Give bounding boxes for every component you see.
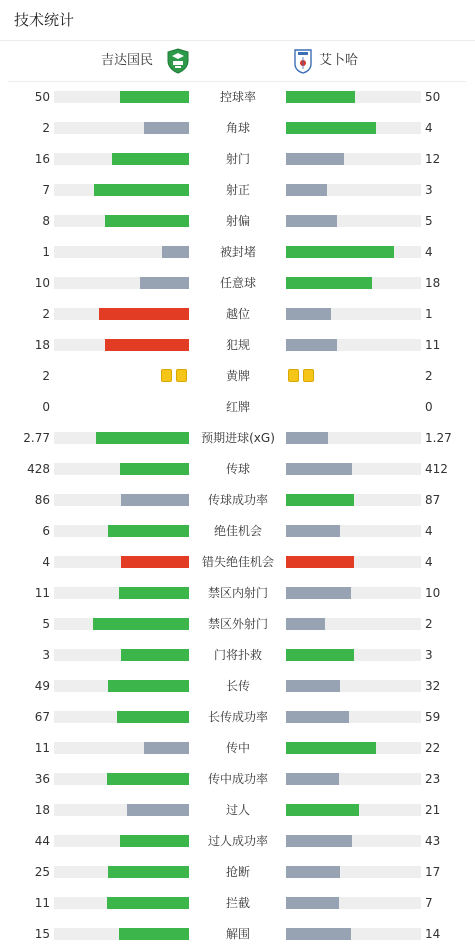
stat-row [0,918,475,949]
away-stat-bar-fill [286,246,394,258]
home-stat-value: 49 [34,679,50,693]
away-stat-bar-fill [286,153,344,165]
away-stat-value: 21 [425,803,441,817]
home-stat-bar-fill [121,494,189,506]
stat-label: 过人成功率 [207,834,268,848]
home-stat-bar [54,339,189,351]
stat-label: 犯规 [225,338,250,352]
away-stat-bar-fill [286,339,337,351]
home-team-crest-icon[interactable] [166,48,190,74]
yellow-card-icon [161,369,172,382]
away-stat-value: 4 [425,555,433,569]
away-stat-bar [286,928,421,940]
home-cards [159,369,189,382]
home-stat-bar [54,897,189,909]
home-stat-value: 50 [34,90,50,104]
stat-row [0,856,475,887]
stat-label: 预期进球(xG) [201,431,275,445]
home-stat-bar [54,866,189,878]
away-stat-bar [286,866,421,878]
stat-label: 传球 [225,462,250,476]
stat-label: 抢断 [225,865,250,879]
home-stat-bar [54,91,189,103]
away-stat-value: 4 [425,121,433,135]
home-stat-value: 2 [42,307,50,321]
away-stat-value: 1.27 [425,431,452,445]
stats-header [0,0,475,41]
away-team-crest-icon[interactable] [292,48,314,74]
stat-row [0,701,475,732]
home-stat-bar-fill [108,680,189,692]
home-stat-value: 44 [34,834,50,848]
away-stat-bar [286,339,421,351]
away-stat-bar [286,494,421,506]
away-stat-bar [286,308,421,320]
stat-label: 黄牌 [225,369,250,383]
home-stat-value: 3 [42,648,50,662]
home-stat-bar-fill [120,91,189,103]
home-stat-value: 2 [42,121,50,135]
home-stat-bar [54,246,189,258]
home-stat-value: 428 [27,462,50,476]
home-stat-bar [54,587,189,599]
stat-row [0,174,475,205]
home-stat-bar [54,215,189,227]
away-stat-bar [286,773,421,785]
stat-row [0,887,475,918]
away-stat-bar [286,556,421,568]
away-stat-bar [286,897,421,909]
stat-row [0,763,475,794]
stat-row [0,422,475,453]
away-stat-bar-fill [286,866,340,878]
stat-row [0,112,475,143]
away-stat-value: 43 [425,834,441,848]
away-stat-bar [286,525,421,537]
away-stat-bar [286,91,421,103]
home-stat-bar [54,711,189,723]
home-stat-bar-fill [121,556,189,568]
away-stat-bar [286,804,421,816]
away-stat-value: 17 [425,865,441,879]
stat-label: 长传 [225,679,250,693]
stat-row [0,608,475,639]
away-stat-bar-fill [286,928,351,940]
stat-label: 传中成功率 [207,772,268,786]
away-stat-bar [286,432,421,444]
away-stat-bar-fill [286,804,359,816]
home-stat-value: 4 [42,555,50,569]
home-stat-bar-fill [105,215,189,227]
home-stat-bar-fill [127,804,189,816]
home-stat-value: 18 [34,338,50,352]
stat-row [0,825,475,856]
away-stat-bar-fill [286,587,351,599]
away-stat-value: 18 [425,276,441,290]
away-stat-value: 3 [425,648,433,662]
away-stat-value: 23 [425,772,441,786]
stat-label: 传球成功率 [207,493,268,507]
away-stat-bar-fill [286,494,354,506]
home-stat-value: 5 [42,617,50,631]
stat-row [0,81,475,112]
home-stat-value: 11 [34,741,50,755]
away-stat-bar [286,153,421,165]
stat-label: 错失绝佳机会 [201,555,274,569]
away-stat-value: 14 [425,927,441,941]
stat-row [0,794,475,825]
home-stat-value: 67 [34,710,50,724]
home-stat-bar-fill [117,711,189,723]
page-title: 技术统计 [14,11,75,29]
stat-row [0,236,475,267]
stat-label: 控球率 [219,90,256,104]
home-stat-bar [54,463,189,475]
stat-label: 拦截 [225,896,250,910]
stat-label: 红牌 [225,400,250,414]
away-stat-bar-fill [286,277,372,289]
home-team-name[interactable]: 吉达国民 [100,53,153,68]
stat-row [0,732,475,763]
stat-row [0,639,475,670]
stat-row [0,267,475,298]
away-stat-value: 50 [425,90,441,104]
stat-label: 门将扑救 [213,648,262,662]
stat-label: 过人 [225,803,250,817]
home-stat-value: 6 [42,524,50,538]
home-stat-bar-fill [105,339,189,351]
stat-row [0,329,475,360]
away-stat-bar-fill [286,308,331,320]
stat-row [0,577,475,608]
away-stat-value: 412 [425,462,448,476]
home-stat-value: 1 [42,245,50,259]
home-stat-bar-fill [99,308,189,320]
home-stat-bar [54,153,189,165]
away-stat-bar-fill [286,91,355,103]
teams-bar [8,41,466,82]
yellow-card-icon [176,369,187,382]
home-stat-bar-fill [107,897,189,909]
away-stat-value: 7 [425,896,433,910]
away-stat-value: 3 [425,183,433,197]
away-stat-bar-fill [286,463,352,475]
home-stat-value: 18 [34,803,50,817]
away-stat-value: 22 [425,741,441,755]
away-stat-bar [286,184,421,196]
away-team-name[interactable]: 艾卜哈 [319,53,359,68]
away-cards [286,369,316,382]
stat-row [0,515,475,546]
home-stat-bar [54,308,189,320]
away-stat-value: 5 [425,214,433,228]
home-stat-bar-fill [121,649,189,661]
away-stat-bar-fill [286,215,337,227]
away-stat-bar-fill [286,680,340,692]
stat-label: 被封堵 [219,245,256,259]
home-stat-bar [54,773,189,785]
home-stat-bar-fill [93,618,189,630]
stats-list [0,81,475,949]
home-stat-bar-fill [107,773,189,785]
away-stat-bar-fill [286,773,339,785]
home-stat-bar-fill [119,928,189,940]
home-stat-value: 0 [42,400,50,414]
home-stat-bar-fill [120,463,189,475]
away-stat-bar [286,277,421,289]
away-stat-bar-fill [286,525,340,537]
away-stat-value: 2 [425,617,433,631]
home-stat-bar [54,184,189,196]
home-stat-value: 10 [34,276,50,290]
home-stat-value: 2.77 [23,431,50,445]
stat-label: 禁区内射门 [207,586,268,600]
home-stat-value: 2 [42,369,50,383]
home-stat-bar-fill [140,277,189,289]
home-stat-bar-fill [119,587,189,599]
home-stat-bar-fill [108,866,189,878]
home-stat-bar [54,804,189,816]
stat-row [0,670,475,701]
stat-label: 射偏 [225,214,250,228]
home-stat-bar-fill [162,246,189,258]
stat-row [0,298,475,329]
away-stat-value: 1 [425,307,433,321]
away-stat-bar-fill [286,649,354,661]
home-stat-value: 7 [42,183,50,197]
away-stat-value: 11 [425,338,441,352]
away-stat-bar-fill [286,122,376,134]
stat-label: 射门 [225,152,250,166]
home-stat-bar-fill [94,184,189,196]
stat-row [0,453,475,484]
home-stat-bar [54,525,189,537]
home-stat-bar [54,277,189,289]
home-stat-value: 86 [34,493,50,507]
away-stat-bar-fill [286,556,354,568]
away-stat-value: 59 [425,710,441,724]
stat-label: 禁区外射门 [207,617,268,631]
away-stat-value: 32 [425,679,441,693]
away-stat-bar-fill [286,897,339,909]
yellow-card-icon [288,369,299,382]
away-stat-value: 12 [425,152,441,166]
home-stat-value: 25 [34,865,50,879]
home-stat-bar [54,742,189,754]
home-stat-bar [54,835,189,847]
away-stat-bar-fill [286,618,325,630]
away-stat-bar [286,246,421,258]
away-stat-bar [286,618,421,630]
stat-row [0,391,475,422]
home-stat-value: 11 [34,586,50,600]
stat-label: 射正 [225,183,250,197]
home-stat-value: 11 [34,896,50,910]
away-stat-bar [286,122,421,134]
home-stat-bar [54,680,189,692]
stat-row [0,484,475,515]
home-stat-value: 15 [34,927,50,941]
away-stat-bar-fill [286,835,352,847]
yellow-card-icon [303,369,314,382]
away-stat-bar [286,711,421,723]
home-stat-value: 16 [34,152,50,166]
stat-row [0,143,475,174]
stat-row [0,205,475,236]
away-stat-bar [286,587,421,599]
home-stat-bar [54,618,189,630]
stat-label: 越位 [225,307,250,321]
stat-label: 长传成功率 [207,710,268,724]
away-stat-bar [286,215,421,227]
away-stat-value: 0 [425,400,433,414]
away-stat-bar-fill [286,432,328,444]
home-stat-bar-fill [112,153,189,165]
home-stat-bar-fill [96,432,189,444]
home-stat-bar [54,432,189,444]
stat-row [0,360,475,391]
away-stat-value: 4 [425,524,433,538]
away-stat-value: 2 [425,369,433,383]
home-stat-value: 8 [42,214,50,228]
away-stat-bar-fill [286,184,327,196]
away-stat-value: 4 [425,245,433,259]
home-stat-bar-fill [144,122,189,134]
away-stat-bar-fill [286,711,349,723]
away-stat-bar [286,680,421,692]
away-stat-bar [286,742,421,754]
home-stat-value: 36 [34,772,50,786]
home-stat-bar [54,494,189,506]
home-stat-bar [54,556,189,568]
home-stat-bar [54,122,189,134]
home-stat-bar-fill [108,525,189,537]
away-stat-value: 87 [425,493,441,507]
away-stat-bar-fill [286,742,376,754]
away-stat-value: 10 [425,586,441,600]
stat-label: 绝佳机会 [213,524,262,538]
stat-label: 角球 [225,121,250,135]
home-stat-bar [54,928,189,940]
away-stat-bar [286,463,421,475]
stat-label: 解围 [225,927,250,941]
away-stat-bar [286,835,421,847]
home-stat-bar-fill [144,742,189,754]
stat-label: 任意球 [219,276,256,290]
stat-label: 传中 [225,741,250,755]
home-stat-bar-fill [120,835,189,847]
stat-row [0,546,475,577]
away-stat-bar [286,649,421,661]
home-stat-bar [54,649,189,661]
